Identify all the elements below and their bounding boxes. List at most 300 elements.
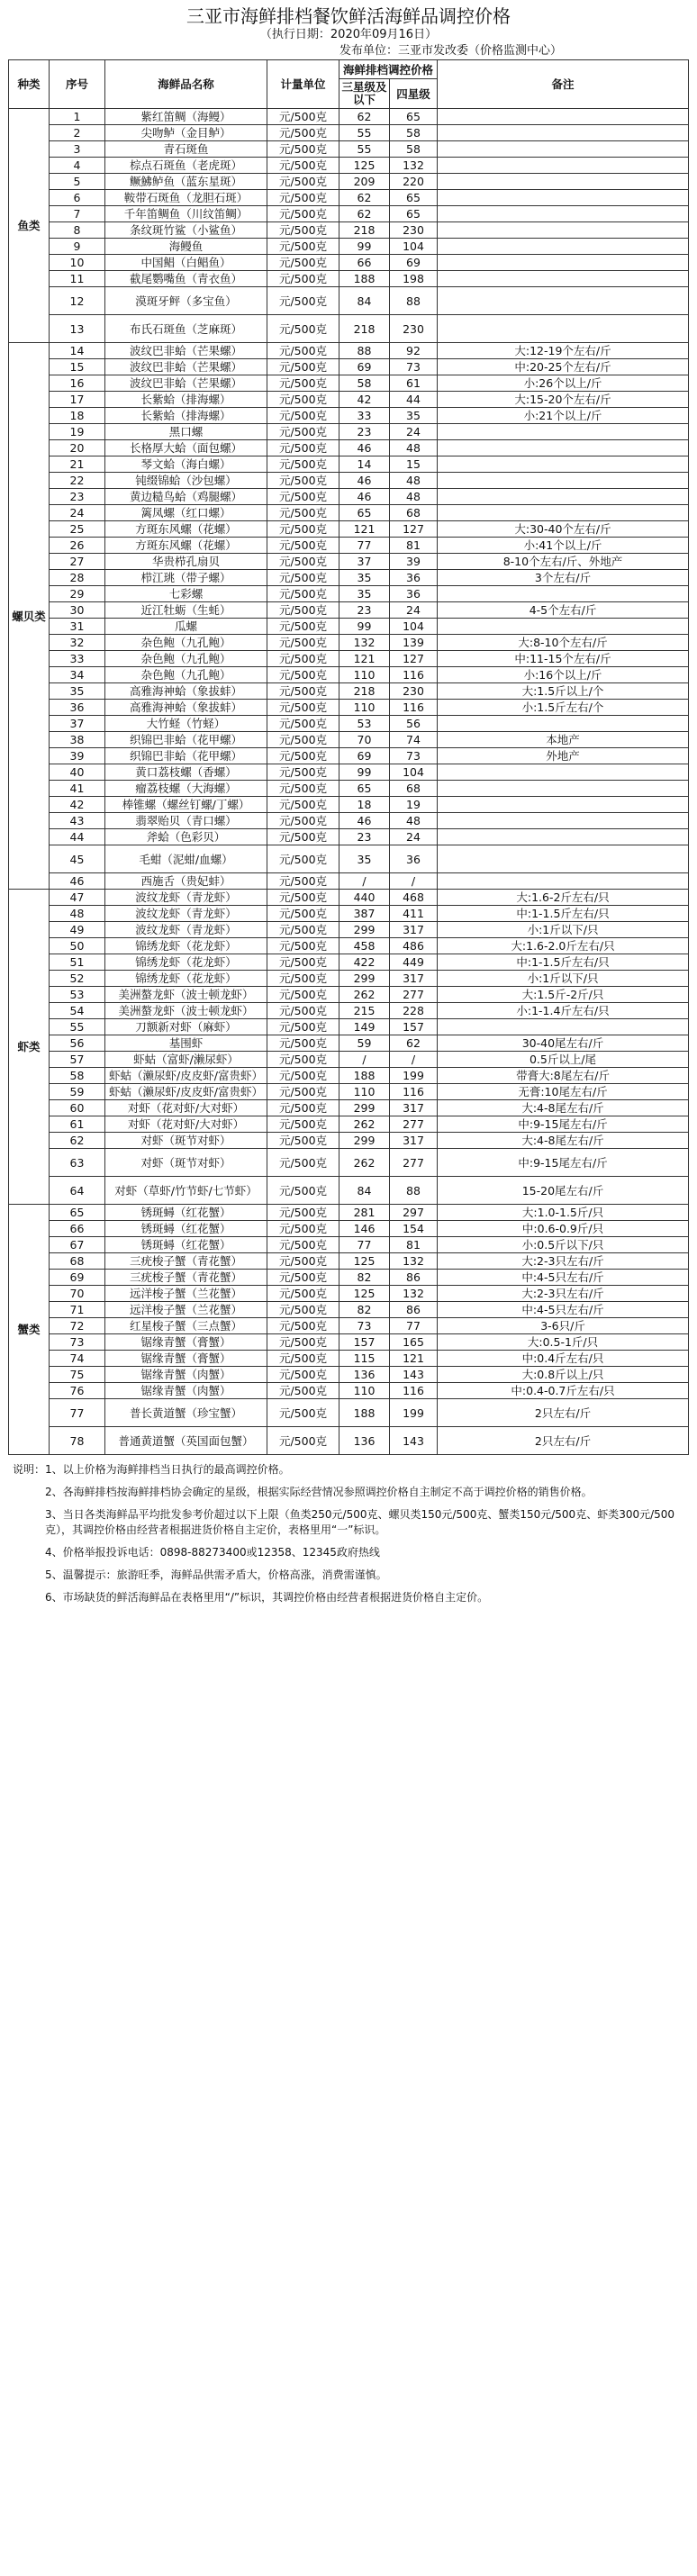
item-name: 毛蚶（泥蚶/血螺） (105, 845, 267, 873)
header-tier4: 四星级 (390, 79, 438, 109)
price-tier3: 188 (339, 1068, 390, 1084)
item-unit: 元/500克 (267, 906, 339, 922)
price-tier4: 77 (390, 1318, 438, 1334)
price-tier4: 69 (390, 255, 438, 271)
price-tier4: 132 (390, 158, 438, 174)
item-name: 波纹龙虾（青龙虾） (105, 890, 267, 906)
publisher-line: 发布单位：三亚市发改委（价格监测中心） (339, 44, 562, 58)
table-row (9, 456, 689, 473)
item-remark: 中:0.4斤左右/只 (438, 1351, 689, 1367)
item-name: 栉江珧（带子螺） (105, 570, 267, 586)
item-remark: 30-40尾左右/斤 (438, 1035, 689, 1052)
price-tier3: 58 (339, 375, 390, 392)
price-tier4: 139 (390, 635, 438, 651)
item-unit: 元/500克 (267, 954, 339, 971)
price-tier4: 154 (390, 1221, 438, 1237)
item-remark: 小:21个以上/斤 (438, 408, 689, 424)
row-index: 1 (50, 109, 105, 125)
price-tier3: 84 (339, 1177, 390, 1205)
price-tier4: 116 (390, 667, 438, 683)
price-tier3: 422 (339, 954, 390, 971)
table-row (9, 287, 689, 315)
item-unit: 元/500克 (267, 602, 339, 619)
price-tier3: 121 (339, 521, 390, 538)
item-unit: 元/500克 (267, 987, 339, 1003)
price-tier4: 116 (390, 1084, 438, 1100)
item-remark (438, 505, 689, 521)
price-tier4: 36 (390, 570, 438, 586)
item-unit: 元/500克 (267, 683, 339, 700)
table-row (9, 954, 689, 971)
item-unit: 元/500克 (267, 635, 339, 651)
row-index: 64 (50, 1177, 105, 1205)
item-unit: 元/500克 (267, 797, 339, 813)
item-unit: 元/500克 (267, 873, 339, 890)
row-index: 25 (50, 521, 105, 538)
row-index: 54 (50, 1003, 105, 1019)
price-tier3: 458 (339, 938, 390, 954)
price-tier3: 262 (339, 1116, 390, 1133)
item-unit: 元/500克 (267, 158, 339, 174)
item-unit: 元/500克 (267, 1253, 339, 1270)
table-row (9, 716, 689, 732)
price-tier4: 24 (390, 602, 438, 619)
row-index: 48 (50, 906, 105, 922)
item-remark: 3-6只/斤 (438, 1318, 689, 1334)
price-tier4: 68 (390, 781, 438, 797)
table-row (9, 375, 689, 392)
header-unit: 计量单位 (267, 60, 339, 109)
row-index: 35 (50, 683, 105, 700)
row-index: 31 (50, 619, 105, 635)
row-index: 37 (50, 716, 105, 732)
effective-date: （执行日期：2020年09月16日） (259, 28, 438, 41)
price-tier3: 55 (339, 125, 390, 141)
item-name: 漠斑牙鲆（多宝鱼） (105, 287, 267, 315)
item-unit: 元/500克 (267, 813, 339, 829)
price-tier4: 61 (390, 375, 438, 392)
item-unit: 元/500克 (267, 255, 339, 271)
price-tier3: 59 (339, 1035, 390, 1052)
item-remark: 大:1.6-2.0斤左右/只 (438, 938, 689, 954)
price-tier3: 69 (339, 748, 390, 764)
item-name: 紫红笛鲷（海鳗） (105, 109, 267, 125)
price-tier3: 115 (339, 1351, 390, 1367)
item-unit: 元/500克 (267, 343, 339, 359)
table-row (9, 1302, 689, 1318)
table-row (9, 206, 689, 222)
price-tier4: 317 (390, 1100, 438, 1116)
price-tier4: 317 (390, 971, 438, 987)
price-tier4: 35 (390, 408, 438, 424)
item-name: 截尾鹦嘴鱼（青衣鱼） (105, 271, 267, 287)
item-remark (438, 1019, 689, 1035)
price-tier4: 198 (390, 271, 438, 287)
item-unit: 元/500克 (267, 489, 339, 505)
item-name: 篱凤螺（红口螺） (105, 505, 267, 521)
item-name: 钝缀锦蛤（沙包螺） (105, 473, 267, 489)
item-name: 锯缘青蟹（膏蟹） (105, 1351, 267, 1367)
price-tier4: 65 (390, 206, 438, 222)
item-name: 瓜螺 (105, 619, 267, 635)
price-tier4: 48 (390, 489, 438, 505)
table-row (9, 473, 689, 489)
item-remark: 中:0.4-0.7斤左右/只 (438, 1383, 689, 1399)
item-remark: 大:8-10个左右/斤 (438, 635, 689, 651)
row-index: 61 (50, 1116, 105, 1133)
row-index: 47 (50, 890, 105, 906)
table-row (9, 683, 689, 700)
row-index: 60 (50, 1100, 105, 1116)
price-tier3: 46 (339, 489, 390, 505)
item-unit: 元/500克 (267, 922, 339, 938)
item-unit: 元/500克 (267, 1367, 339, 1383)
table-row (9, 813, 689, 829)
note-item: 4、价格举报投诉电话：0898-88273400或12358、12345政府热线 (45, 1546, 380, 1559)
table-row (9, 1019, 689, 1035)
row-index: 28 (50, 570, 105, 586)
item-name: 锯缘青蟹（肉蟹） (105, 1367, 267, 1383)
table-row (9, 1334, 689, 1351)
row-index: 58 (50, 1068, 105, 1084)
price-tier4: 88 (390, 1177, 438, 1205)
row-index: 20 (50, 440, 105, 456)
item-name: 棒锥螺（螺丝钉螺/丁螺） (105, 797, 267, 813)
item-remark: 大:4-8尾左右/斤 (438, 1100, 689, 1116)
price-tier4: 48 (390, 440, 438, 456)
price-tier3: 125 (339, 158, 390, 174)
item-unit: 元/500克 (267, 1270, 339, 1286)
item-remark (438, 315, 689, 343)
price-tier4: 220 (390, 174, 438, 190)
item-remark: 大:0.8斤以上/只 (438, 1367, 689, 1383)
price-tier4: / (390, 1052, 438, 1068)
header-category: 种类 (9, 60, 50, 109)
item-remark: 中:4-5只左右/斤 (438, 1302, 689, 1318)
price-tier3: 99 (339, 619, 390, 635)
row-index: 51 (50, 954, 105, 971)
item-remark: 小:16个以上/斤 (438, 667, 689, 683)
item-name: 棕点石斑鱼（老虎斑） (105, 158, 267, 174)
item-unit: 元/500克 (267, 125, 339, 141)
table-row (9, 222, 689, 239)
table-row (9, 174, 689, 190)
price-tier4: 44 (390, 392, 438, 408)
item-remark (438, 829, 689, 845)
price-tier3: 299 (339, 922, 390, 938)
item-name: 波纹龙虾（青龙虾） (105, 906, 267, 922)
row-index: 62 (50, 1133, 105, 1149)
item-remark: 大:1.6-2斤左右/只 (438, 890, 689, 906)
item-name: 杂色鲍（九孔鲍） (105, 651, 267, 667)
item-name: 杂色鲍（九孔鲍） (105, 635, 267, 651)
price-tier4: 127 (390, 521, 438, 538)
item-name: 锦绣龙虾（花龙虾） (105, 954, 267, 971)
notes-heading: 说明： (13, 1463, 46, 1476)
row-index: 14 (50, 343, 105, 359)
price-tier4: 68 (390, 505, 438, 521)
item-remark: 大:1.5斤以上/个 (438, 683, 689, 700)
item-remark: 大:2-3只左右/斤 (438, 1286, 689, 1302)
row-index: 77 (50, 1399, 105, 1427)
row-index: 45 (50, 845, 105, 873)
item-unit: 元/500克 (267, 375, 339, 392)
price-tier3: 35 (339, 586, 390, 602)
price-tier4: 19 (390, 797, 438, 813)
row-index: 21 (50, 456, 105, 473)
row-index: 12 (50, 287, 105, 315)
price-tier3: 110 (339, 667, 390, 683)
item-remark: 2只左右/斤 (438, 1427, 689, 1455)
price-tier3: 136 (339, 1367, 390, 1383)
price-tier3: 188 (339, 271, 390, 287)
item-name: 瘤荔枝螺（大海螺） (105, 781, 267, 797)
category-label: 虾类 (9, 890, 50, 1205)
item-name: 虾蛄（富虾/濑尿虾） (105, 1052, 267, 1068)
price-tier3: 281 (339, 1205, 390, 1221)
item-name: 三疣梭子蟹（青花蟹） (105, 1270, 267, 1286)
item-remark: 4-5个左右/斤 (438, 602, 689, 619)
item-remark: 大:2-3只左右/斤 (438, 1253, 689, 1270)
item-name: 中国鲳（白鲳鱼） (105, 255, 267, 271)
price-tier4: 411 (390, 906, 438, 922)
item-name: 刀额新对虾（麻虾） (105, 1019, 267, 1035)
price-tier3: / (339, 873, 390, 890)
price-tier4: 104 (390, 239, 438, 255)
price-tier3: 23 (339, 602, 390, 619)
item-unit: 元/500克 (267, 1019, 339, 1035)
item-unit: 元/500克 (267, 764, 339, 781)
item-name: 三疣梭子蟹（青花蟹） (105, 1253, 267, 1270)
item-remark: 小:41个以上/斤 (438, 538, 689, 554)
table-row (9, 505, 689, 521)
row-index: 13 (50, 315, 105, 343)
item-remark: 小:1斤以下/只 (438, 971, 689, 987)
table-row (9, 343, 689, 359)
table-row (9, 922, 689, 938)
item-name: 布氏石斑鱼（芝麻斑） (105, 315, 267, 343)
item-remark (438, 764, 689, 781)
item-unit: 元/500克 (267, 206, 339, 222)
item-unit: 元/500克 (267, 748, 339, 764)
row-index: 72 (50, 1318, 105, 1334)
price-tier4: 157 (390, 1019, 438, 1035)
table-row (9, 619, 689, 635)
row-index: 67 (50, 1237, 105, 1253)
table-row (9, 890, 689, 906)
price-tier4: 143 (390, 1427, 438, 1455)
notes-list (45, 1462, 683, 1613)
price-tier4: 92 (390, 343, 438, 359)
price-tier3: 149 (339, 1019, 390, 1035)
table-row (9, 392, 689, 408)
item-name: 织锦巴非蛤（花甲螺） (105, 748, 267, 764)
price-tier3: 262 (339, 987, 390, 1003)
price-tier4: 116 (390, 1383, 438, 1399)
table-row (9, 1149, 689, 1177)
item-remark: 2只左右/斤 (438, 1399, 689, 1427)
item-remark: 大:1.0-1.5斤/只 (438, 1205, 689, 1221)
item-unit: 元/500克 (267, 1052, 339, 1068)
price-tier3: 110 (339, 700, 390, 716)
row-index: 2 (50, 125, 105, 141)
item-remark: 小:1-1.4斤左右/只 (438, 1003, 689, 1019)
item-unit: 元/500克 (267, 287, 339, 315)
item-remark (438, 239, 689, 255)
item-name: 锯缘青蟹（膏蟹） (105, 1334, 267, 1351)
item-name: 高雅海神蛤（象拔蚌） (105, 683, 267, 700)
item-remark (438, 716, 689, 732)
row-index: 15 (50, 359, 105, 375)
row-index: 49 (50, 922, 105, 938)
item-unit: 元/500克 (267, 651, 339, 667)
price-tier3: 110 (339, 1084, 390, 1100)
table-row (9, 748, 689, 764)
table-row (9, 271, 689, 287)
price-tier3: 146 (339, 1221, 390, 1237)
price-tier3: 73 (339, 1318, 390, 1334)
table-row (9, 408, 689, 424)
price-tier4: 230 (390, 222, 438, 239)
item-remark (438, 125, 689, 141)
header-remark: 备注 (438, 60, 689, 109)
item-unit: 元/500克 (267, 174, 339, 190)
price-tier3: 299 (339, 1100, 390, 1116)
row-index: 65 (50, 1205, 105, 1221)
price-tier4: 317 (390, 1133, 438, 1149)
price-tier3: 69 (339, 359, 390, 375)
price-tier3: 387 (339, 906, 390, 922)
table-row (9, 125, 689, 141)
item-unit: 元/500克 (267, 716, 339, 732)
item-unit: 元/500克 (267, 473, 339, 489)
price-tier4: 297 (390, 1205, 438, 1221)
price-tier3: 82 (339, 1270, 390, 1286)
header-tier3: 三星级及以下 (339, 79, 390, 109)
item-name: 青石斑鱼 (105, 141, 267, 158)
table-row (9, 359, 689, 375)
row-index: 41 (50, 781, 105, 797)
price-tier4: 116 (390, 700, 438, 716)
item-name: 长紫蛤（排海螺） (105, 392, 267, 408)
row-index: 74 (50, 1351, 105, 1367)
price-tier3: 125 (339, 1286, 390, 1302)
item-name: 锦绣龙虾（花龙虾） (105, 938, 267, 954)
item-name: 大竹蛏（竹蛏） (105, 716, 267, 732)
price-tier3: 299 (339, 971, 390, 987)
price-tier3: 46 (339, 813, 390, 829)
table-row (9, 873, 689, 890)
table-row (9, 1003, 689, 1019)
item-name: 黑口螺 (105, 424, 267, 440)
item-unit: 元/500克 (267, 570, 339, 586)
row-index: 22 (50, 473, 105, 489)
table-row (9, 1318, 689, 1334)
item-name: 对虾（花对虾/大对虾） (105, 1116, 267, 1133)
item-remark: 大:15-20个左右/斤 (438, 392, 689, 408)
item-name: 基围虾 (105, 1035, 267, 1052)
price-tier4: 36 (390, 845, 438, 873)
item-name: 锈斑蟳（红花蟹） (105, 1221, 267, 1237)
document-title: 三亚市海鲜排档餐饮鲜活海鲜品调控价格 (186, 5, 511, 27)
price-tier3: 33 (339, 408, 390, 424)
item-unit: 元/500克 (267, 271, 339, 287)
item-unit: 元/500克 (267, 408, 339, 424)
item-remark: 小:0.5斤以下/只 (438, 1237, 689, 1253)
price-tier3: 88 (339, 343, 390, 359)
table-row (9, 1253, 689, 1270)
item-remark: 中:11-15个左右/斤 (438, 651, 689, 667)
price-tier4: 73 (390, 748, 438, 764)
item-unit: 元/500克 (267, 554, 339, 570)
item-remark (438, 287, 689, 315)
item-remark: 中:9-15尾左右/斤 (438, 1149, 689, 1177)
price-tier3: 218 (339, 315, 390, 343)
item-remark: 中:0.6-0.9斤/只 (438, 1221, 689, 1237)
item-unit: 元/500克 (267, 971, 339, 987)
price-tier4: 15 (390, 456, 438, 473)
table-row (9, 141, 689, 158)
item-name: 近江牡蛎（生蚝） (105, 602, 267, 619)
item-name: 高雅海神蛤（象拔蚌） (105, 700, 267, 716)
item-name: 鞍带石斑鱼（龙胆石斑） (105, 190, 267, 206)
row-index: 10 (50, 255, 105, 271)
price-tier3: 37 (339, 554, 390, 570)
row-index: 24 (50, 505, 105, 521)
item-name: 黄边糙鸟蛤（鸡腿螺） (105, 489, 267, 505)
price-tier4: 449 (390, 954, 438, 971)
item-remark: 8-10个左右/斤、外地产 (438, 554, 689, 570)
price-tier4: 230 (390, 315, 438, 343)
table-row (9, 797, 689, 813)
item-unit: 元/500克 (267, 781, 339, 797)
table-header-row (9, 60, 689, 79)
row-index: 8 (50, 222, 105, 239)
price-tier4: 65 (390, 190, 438, 206)
price-tier4: 24 (390, 424, 438, 440)
table-row (9, 938, 689, 954)
price-tier3: 299 (339, 1133, 390, 1149)
item-name: 黄口荔枝螺（香螺） (105, 764, 267, 781)
price-tier3: 125 (339, 1253, 390, 1270)
price-tier4: 143 (390, 1367, 438, 1383)
item-unit: 元/500克 (267, 619, 339, 635)
item-unit: 元/500克 (267, 359, 339, 375)
price-tier4: 165 (390, 1334, 438, 1351)
item-name: 锦绣龙虾（花龙虾） (105, 971, 267, 987)
header-price-group: 海鲜排档调控价格 (339, 60, 438, 79)
item-name: 锯缘青蟹（肉蟹） (105, 1383, 267, 1399)
item-remark: 中:20-25个左右/斤 (438, 359, 689, 375)
item-unit: 元/500克 (267, 1302, 339, 1318)
item-name: 七彩螺 (105, 586, 267, 602)
item-remark: 带膏大:8尾左右/斤 (438, 1068, 689, 1084)
item-remark: 小:1斤以下/只 (438, 922, 689, 938)
table-row (9, 1035, 689, 1052)
row-index: 33 (50, 651, 105, 667)
price-tier4: 228 (390, 1003, 438, 1019)
item-unit: 元/500克 (267, 1084, 339, 1100)
item-unit: 元/500克 (267, 845, 339, 873)
item-unit: 元/500克 (267, 1318, 339, 1334)
price-tier4: 86 (390, 1270, 438, 1286)
table-row (9, 1351, 689, 1367)
row-index: 44 (50, 829, 105, 845)
table-row (9, 440, 689, 456)
row-index: 29 (50, 586, 105, 602)
row-index: 78 (50, 1427, 105, 1455)
row-index: 55 (50, 1019, 105, 1035)
